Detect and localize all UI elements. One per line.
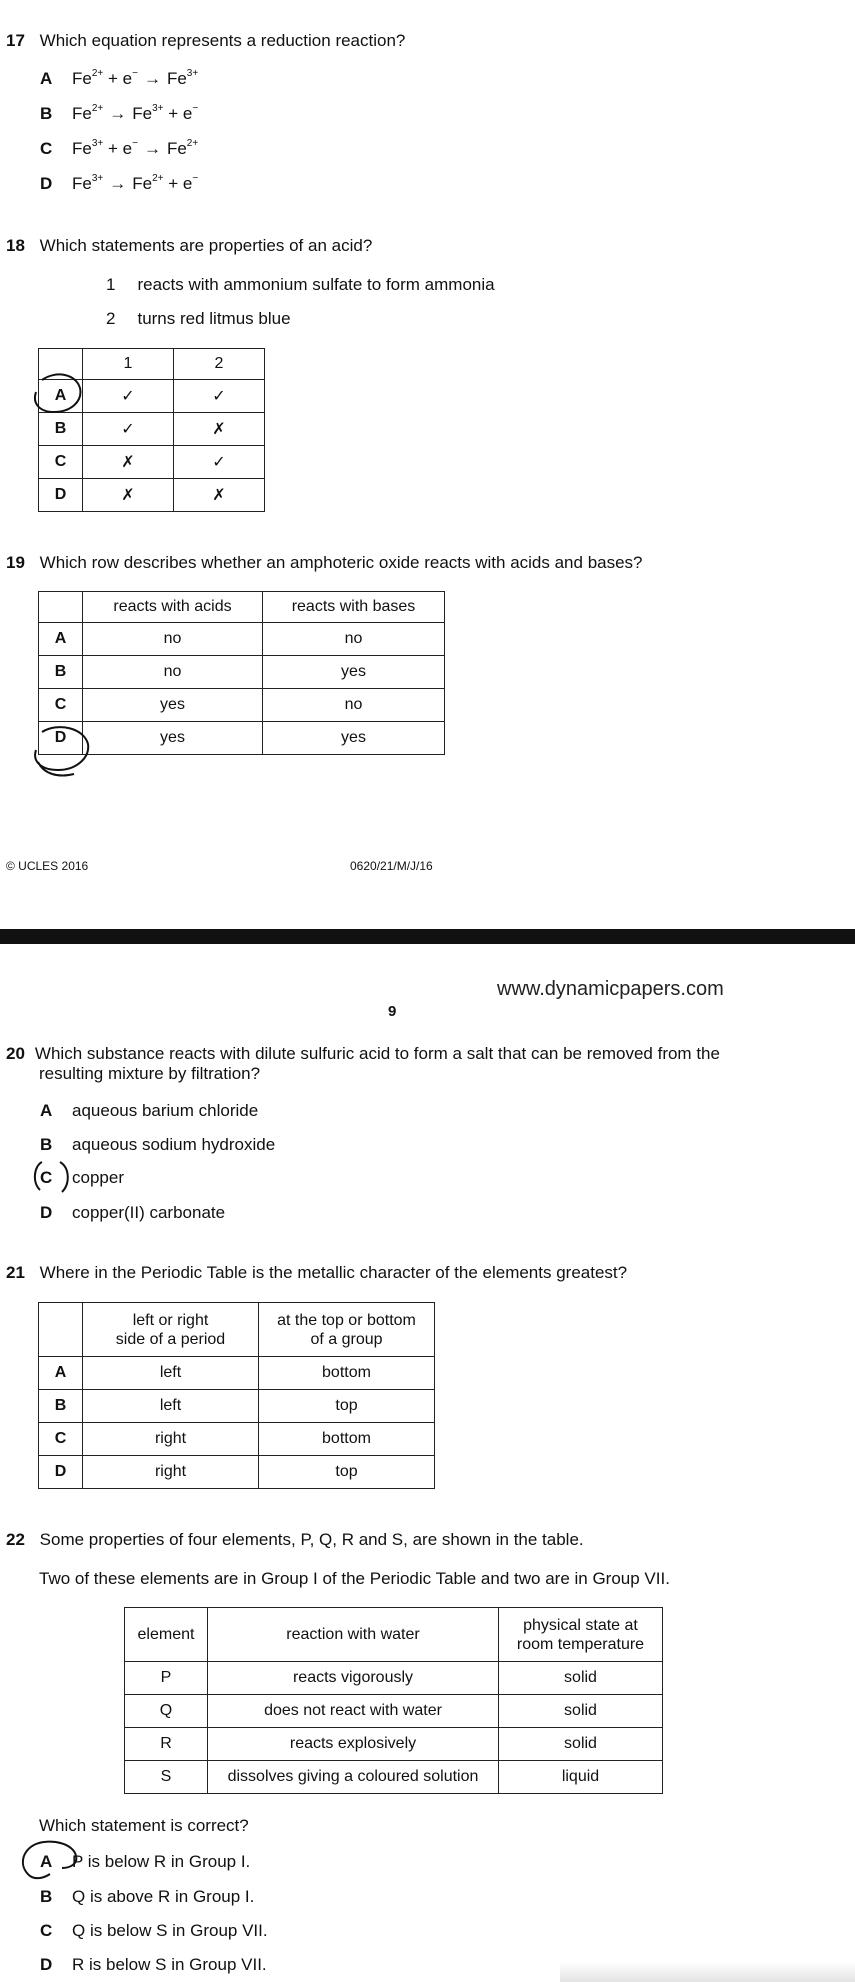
column-header: reacts with bases [263,592,445,623]
column-header: 2 [174,349,265,380]
option-b[interactable]: B Q is above R in Group I. [40,1887,255,1906]
option-b[interactable]: B aqueous sodium hydroxide [40,1135,276,1154]
column-header: at the top or bottom of a group [259,1303,435,1357]
question-text-cont: Two of these elements are in Group I of the Periodic Table and two are in Group VII. [39,1569,670,1588]
option-a[interactable]: A P is below R in Group I. [40,1852,251,1871]
table-row[interactable]: D right top [39,1456,435,1489]
question-prompt: Which statement is correct? [39,1816,249,1835]
option-d[interactable]: D copper(II) carbonate [40,1203,226,1222]
question-21 [6,1263,627,1283]
q21-table [38,1302,435,1489]
question-17 [6,31,405,51]
page-shadow [560,1962,855,1982]
question-text: Which row describes whether an amphoteric oxide reacts with acids and bases? [39,553,643,572]
question-number: 20 [6,1044,25,1063]
paper-code: 0620/21/M/J/16 [350,859,433,873]
page-separator [0,929,855,944]
option-b[interactable]: B $Fe^{2+} \to Fe^{3+} + e^-$ [40,103,199,123]
table-row[interactable]: B ✓ ✗ [39,413,265,446]
column-header: left or right side of a period [83,1303,259,1357]
table-row[interactable]: C yes no [39,689,445,722]
question-22 [6,1530,584,1550]
column-header: 1 [83,349,174,380]
question-text: Which equation represents a reduction reaction? [39,31,406,50]
table-row[interactable]: B no yes [39,656,445,689]
question-19 [6,553,643,573]
table-row[interactable]: A no no [39,623,445,656]
question-number: 22 [6,1530,25,1549]
question-20 [6,1044,796,1084]
statement-1: 1 reacts with ammonium sulfate to form ammonia [106,275,495,294]
question-text: Some properties of four elements, P, Q, R and S, are shown in the table. [39,1530,584,1549]
option-d[interactable]: D R is below S in Group VII. [40,1955,267,1974]
table-row[interactable]: B left top [39,1390,435,1423]
table-row: R reacts explosively solid [125,1728,663,1761]
option-c[interactable]: C copper [40,1168,124,1187]
option-c[interactable]: C $Fe^{3+} + e^- \to Fe^{2+}$ [40,138,199,158]
question-number: 17 [6,31,25,50]
column-header: element [125,1608,208,1662]
question-18 [6,236,372,256]
q18-table [38,348,265,512]
table-row: S dissolves giving a coloured solution liquid [125,1761,663,1794]
question-text-cont: resulting mixture by filtration? [39,1064,261,1083]
table-row[interactable]: D yes yes [39,722,445,755]
question-text: Which statements are properties of an acid? [39,236,373,255]
table-row[interactable]: A ✓ ✓ [39,380,265,413]
question-number: 19 [6,553,25,572]
table-row[interactable]: D ✗ ✗ [39,479,265,512]
copyright: © UCLES 2016 [6,859,89,873]
option-c[interactable]: C Q is below S in Group VII. [40,1921,268,1940]
q19-table [38,591,445,755]
option-d[interactable]: D $Fe^{3+} \to Fe^{2+} + e^-$ [40,173,199,193]
question-number: 21 [6,1263,25,1282]
option-a[interactable]: A $Fe^{2+} + e^- \to Fe^{3+}$ [40,68,199,88]
question-number: 18 [6,236,25,255]
table-row: P reacts vigorously solid [125,1662,663,1695]
column-header: reaction with water [208,1608,499,1662]
table-row[interactable]: C right bottom [39,1423,435,1456]
website-url[interactable]: www.dynamicpapers.com [497,978,724,1000]
q22-table [124,1607,663,1794]
statement-2: 2 turns red litmus blue [106,309,291,328]
option-a[interactable]: A aqueous barium chloride [40,1101,259,1120]
table-row: Q does not react with water solid [125,1695,663,1728]
question-text: Which substance reacts with dilute sulfuric acid to form a salt that can be removed from the [34,1044,720,1063]
table-row[interactable]: A left bottom [39,1357,435,1390]
table-row[interactable]: C ✗ ✓ [39,446,265,479]
question-text: Where in the Periodic Table is the metallic character of the elements greatest? [39,1263,628,1282]
column-header: physical state at room temperature [499,1608,663,1662]
column-header: reacts with acids [83,592,263,623]
page-number: 9 [388,1003,397,1020]
